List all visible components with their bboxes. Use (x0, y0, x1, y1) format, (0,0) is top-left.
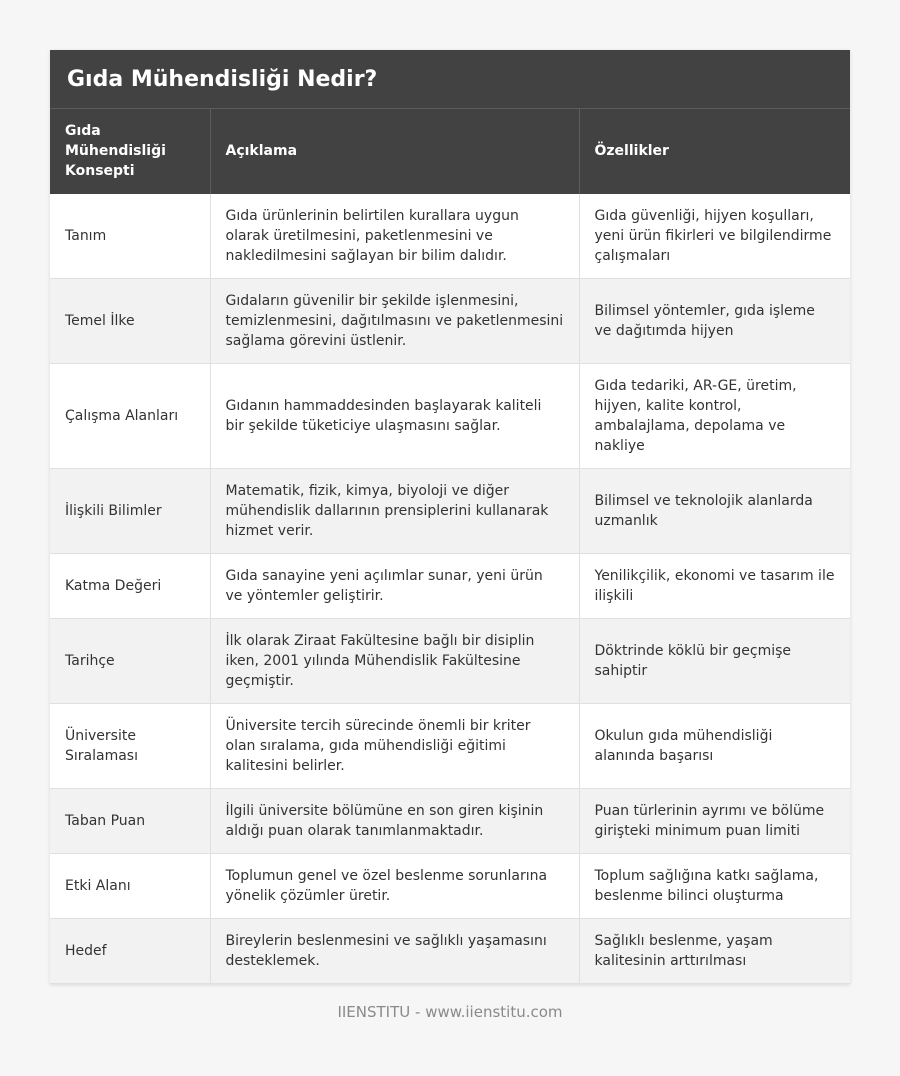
cell-features: Yenilikçilik, ekonomi ve tasarım ile ilişkili (579, 554, 850, 619)
table-row (50, 919, 850, 984)
cell-description: İlk olarak Ziraat Fakültesine bağlı bir disiplin iken, 2001 yılında Mühendislik Fakültesine geçmiştir. (210, 619, 579, 704)
cell-concept: Tanım (50, 194, 210, 279)
cell-concept: Etki Alanı (50, 854, 210, 919)
column-header-description: Açıklama (210, 109, 579, 194)
table-row (50, 279, 850, 364)
cell-concept: Çalışma Alanları (50, 364, 210, 469)
column-header-concept: Gıda Mühendisliği Konsepti (50, 109, 210, 194)
cell-description: Üniversite tercih sürecinde önemli bir kriter olan sıralama, gıda mühendisliği eğitimi kalitesini belirler. (210, 704, 579, 789)
cell-features: Döktrinde köklü bir geçmişe sahiptir (579, 619, 850, 704)
cell-features: Gıda tedariki, AR-GE, üretim, hijyen, kalite kontrol, ambalajlama, depolama ve nakliye (579, 364, 850, 469)
cell-features: Puan türlerinin ayrımı ve bölüme girişteki minimum puan limiti (579, 789, 850, 854)
cell-concept: Katma Değeri (50, 554, 210, 619)
cell-description: Toplumun genel ve özel beslenme sorunlarına yönelik çözümler üretir. (210, 854, 579, 919)
table-row (50, 194, 850, 279)
column-header-features: Özellikler (579, 109, 850, 194)
header-row (50, 109, 850, 194)
cell-description: Gıdaların güvenilir bir şekilde işlenmesini, temizlenmesini, dağıtılmasını ve paketlenmesini sağlama görevini üstlenir. (210, 279, 579, 364)
table-row (50, 789, 850, 854)
table-row (50, 854, 850, 919)
table-row (50, 619, 850, 704)
cell-description: Matematik, fizik, kimya, biyoloji ve diğer mühendislik dallarının prensiplerini kullanarak hizmet verir. (210, 469, 579, 554)
table-row (50, 704, 850, 789)
cell-features: Toplum sağlığına katkı sağlama, beslenme bilinci oluşturma (579, 854, 850, 919)
cell-features: Bilimsel ve teknolojik alanlarda uzmanlık (579, 469, 850, 554)
table-body (50, 194, 850, 984)
cell-description: Gıda sanayine yeni açılımlar sunar, yeni ürün ve yöntemler geliştirir. (210, 554, 579, 619)
cell-concept: Taban Puan (50, 789, 210, 854)
cell-features: Sağlıklı beslenme, yaşam kalitesinin arttırılması (579, 919, 850, 984)
cell-concept: İlişkili Bilimler (50, 469, 210, 554)
table-row (50, 554, 850, 619)
cell-description: İlgili üniversite bölümüne en son giren kişinin aldığı puan olarak tanımlanmaktadır. (210, 789, 579, 854)
info-table-card (50, 50, 850, 984)
table-title: Gıda Mühendisliği Nedir? (50, 50, 850, 108)
cell-features: Bilimsel yöntemler, gıda işleme ve dağıtımda hijyen (579, 279, 850, 364)
table-row (50, 469, 850, 554)
table-row (50, 364, 850, 469)
footer-credit: IIENSTITU - www.iienstitu.com (337, 1003, 563, 1021)
cell-features: Gıda güvenliği, hijyen koşulları, yeni ürün fikirleri ve bilgilendirme çalışmaları (579, 194, 850, 279)
cell-concept: Üniversite Sıralaması (50, 704, 210, 789)
cell-description: Gıdanın hammaddesinden başlayarak kaliteli bir şekilde tüketiciye ulaşmasını sağlar. (210, 364, 579, 469)
cell-concept: Temel İlke (50, 279, 210, 364)
cell-concept: Hedef (50, 919, 210, 984)
cell-features: Okulun gıda mühendisliği alanında başarısı (579, 704, 850, 789)
cell-description: Bireylerin beslenmesini ve sağlıklı yaşamasını desteklemek. (210, 919, 579, 984)
cell-concept: Tarihçe (50, 619, 210, 704)
concept-table (50, 108, 850, 984)
cell-description: Gıda ürünlerinin belirtilen kurallara uygun olarak üretilmesini, paketlenmesini ve nakledilmesini sağlayan bir bilim dalıdır. (210, 194, 579, 279)
